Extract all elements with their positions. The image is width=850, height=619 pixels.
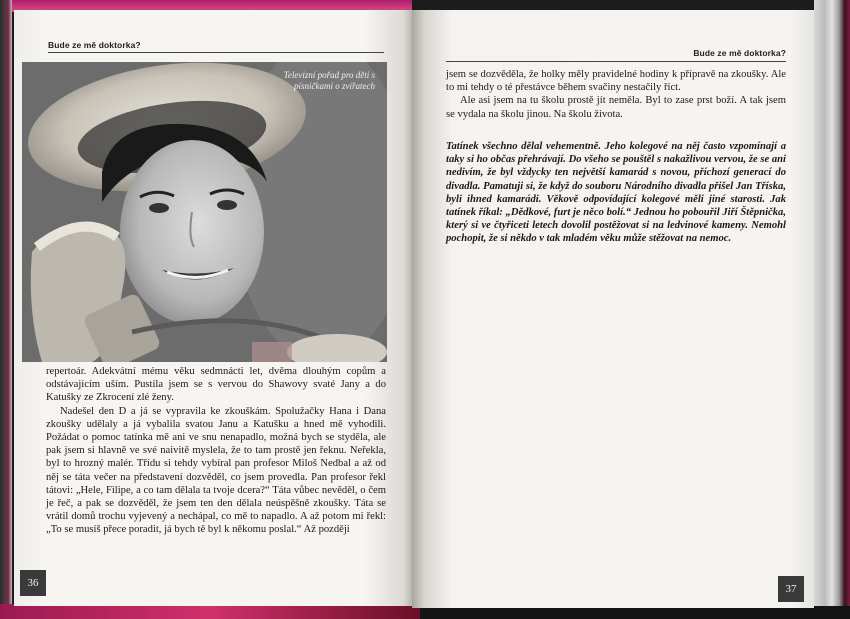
page-number-left: 36 bbox=[20, 570, 46, 596]
book-edge-left bbox=[0, 0, 12, 619]
paragraph: Ale asi jsem na tu školu prostě jít neměla. Byl to zase prst boží. A tak jsem se vydala na školu jinou. Na školu života. bbox=[446, 95, 786, 120]
page-number-right: 37 bbox=[778, 576, 804, 602]
quote-paragraph: Tatínek všechno dělal vehementně. Jeho kolegové na něj často vzpomínají a taky si ho občas přehrávají. Do všeho se pouštěl s nakažlivou vervou, že se ani nedivím, že byl vždycky ten největší kamarád s novou, příchozí generací do divadla. Pamatuji si, že když do souboru Národního divadla přišel Jan Tříska, byli ihned kamarádi. Věkově odpovídající kolegové měli jiné starosti. Jak tatínek říkal: „Dědkové, furt je něco bolí.“ Jednou ho pobouřil Jiří Štěpnička, který si ve čtyřiceti letech dovolil postěžovat si na ledvinové kameny. Nemohl pochopit, že si někdo v tak mladém věku může stěžovat na nemoc. bbox=[446, 141, 786, 245]
photo-illustration bbox=[22, 62, 387, 362]
left-body-text bbox=[46, 365, 386, 537]
paragraph: jsem se dozvěděla, že holky měly pravidelné hodiny k přípravě na zkoušky. Ale to mi tehdy o té přestávce během svačiny nestačily říct. bbox=[446, 69, 786, 94]
header-rule-left bbox=[48, 52, 384, 53]
photo-caption: Televizní pořad pro děti s písničkami o zvířatech bbox=[283, 70, 375, 91]
cover-strip-bottom bbox=[0, 604, 420, 619]
right-body-text bbox=[446, 68, 786, 121]
running-head-right: Bude ze mě doktorka? bbox=[693, 48, 786, 58]
photo-woman-with-telephone bbox=[22, 62, 387, 362]
right-page bbox=[412, 10, 814, 608]
running-head-left: Bude ze mě doktorka? bbox=[48, 40, 141, 50]
paragraph: repertoár. Adekvátní mému věku sedmnácti let, dvěma dlouhým copům a odstávajícím uším. Pustila jsem se s vervou do Shawovy svaté Jany a do Katušky ze Zkrocení zlé ženy. bbox=[46, 366, 386, 404]
left-page bbox=[14, 10, 412, 606]
header-rule-right bbox=[446, 61, 786, 62]
book-edge-right bbox=[814, 0, 850, 619]
paragraph: Nadešel den D a já se vypravila ke zkouškám. Spolužačky Hana i Dana zkoušky udělaly a já vybalila svatou Janu a Katušku a hned mě vyhodili. Požádat o pomoc tatínka mě ani ve snu nenapadlo, možná bych se styděla, ale pak jsem si hlavně ve své naivitě myslela, že to tam prostě jen řeknu. Neřekla, byl to hrozný malér. Třídu si tehdy vybíral pan profesor Miloš Nedbal a až od něj se táta večer na představení dozvěděl, co jsem provedla. Pan profesor řekl tátovi: „Hele, Filipe, a co tam dělala ta tvoje dcera?“ Táta vůbec nevěděl, o čem je řeč, a pak se dozvěděl, že jsem ten den dělala neúspěšně zkoušky. Táta se vrátil domů trochu vyjevený a nechápal, co mě to napadlo. A až potom mi řekl: „To se musíš přece poradit, já bych tě byl k někomu poslal.“ Až později bbox=[46, 405, 386, 536]
quote-block bbox=[446, 140, 786, 246]
